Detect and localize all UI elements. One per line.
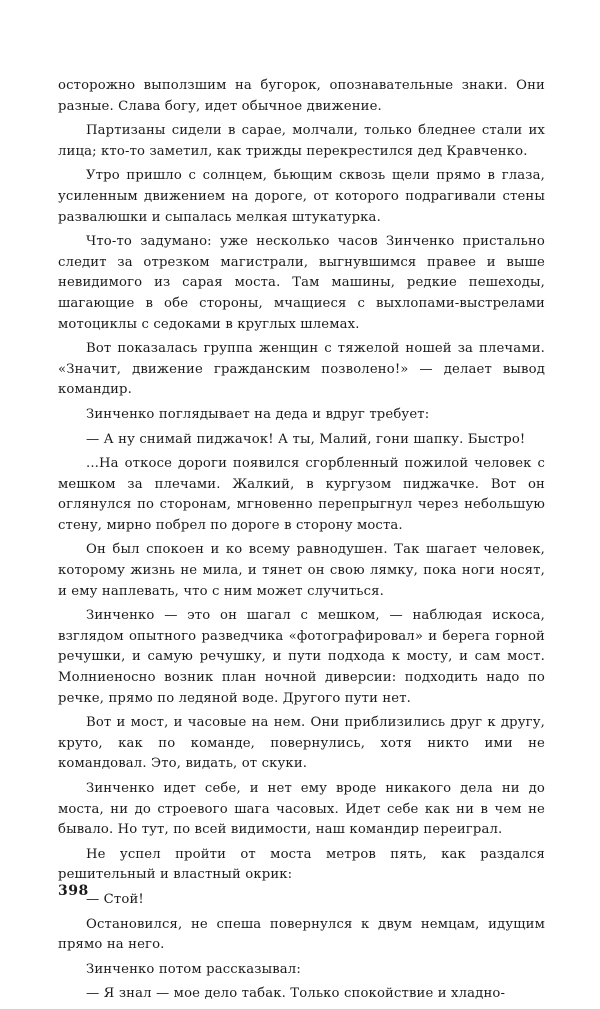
paragraph-1: осторожно выползшим на бугорок, опознавательные знаки. Они разные. Слава богу, идет обычное движение.	[58, 78, 545, 114]
paragraph-9: Он был спокоен и ко всему равнодушен. Так шагает человек, которому жизнь не мила, и тянет он свою лямку, пока ноги носят, и ему наплевать, что с ним может случиться.	[58, 542, 545, 599]
paragraph-14: — Стой!	[86, 891, 144, 907]
paragraph-17: — Я знал — мое дело табак. Только спокойствие и хладно-	[86, 986, 506, 1002]
paragraph-3: Утро пришло с солнцем, бьющим сквозь щели прямо в глаза, усиленным движением на дороге, от которого подрагивали стены развалюшки и сыпалась мелкая штукатурка.	[58, 168, 545, 225]
page-number: 398	[58, 883, 89, 899]
paragraph-10: Зинченко — это он шагал с мешком, — наблюдая искоса, взглядом опытного разведчика «фотографировал» и берега горной речушки, и самую речушку, и пути подхода к мосту, и сам мост. Молниеносно возник план ночной диверсии: подходить надо по речке, прямо по ледяной воде. Другого пути нет.	[58, 608, 545, 706]
paragraph-11: Вот и мост, и часовые на нем. Они приблизились друг к другу, круто, как по команде, повернулись, хотя никто ими не командовал. Это, видать, от скуки.	[58, 715, 545, 772]
paragraph-6: Зинченко поглядывает на деда и вдруг требует:	[86, 406, 430, 422]
page-body	[58, 76, 545, 1009]
paragraph-7: — А ну снимай пиджачок! А ты, Малий, гони шапку. Быстро!	[86, 431, 526, 447]
paragraph-5: Вот показалась группа женщин с тяжелой ношей за плечами. «Значит, движение гражданским позволено!» — делает вывод командир.	[58, 341, 545, 398]
paragraph-13: Не успел пройти от моста метров пять, как раздался решительный и властный окрик:	[58, 846, 545, 883]
paragraph-8: ...На откосе дороги появился сгорбленный пожилой человек с мешком за плечами. Жалкий, в кургузом пиджачке. Вот он оглянулся по сторонам, мгновенно перепрыгнул через небольшую стену, мирно побрел по дороге в сторону моста.	[58, 456, 545, 533]
paragraph-15: Остановился, не спеша повернулся к двум немцам, идущим прямо на него.	[58, 916, 545, 953]
paragraph-12: Зинченко идет себе, и нет ему вроде никакого дела ни до моста, ни до строевого шага часовых. Идет себе как ни в чем не бывало. Но тут, по всей видимости, наш командир переиграл.	[58, 781, 545, 838]
paragraph-2: Партизаны сидели в сарае, молчали, только бледнее стали их лица; кто-то заметил, как трижды перекрестился дед Кравченко.	[58, 123, 545, 159]
paragraph-16: Зинченко потом рассказывал:	[86, 961, 301, 977]
paragraph-4: Что-то задумано: уже несколько часов Зинченко пристально следит за отрезком магистрали, выгнувшимся правее и выше невидимого из сарая моста. Там машины, редкие пешеходы, шагающие в обе стороны, мчащиеся с выхлопами-выстрелами мотоциклы с седоками в круглых шлемах.	[58, 234, 545, 332]
